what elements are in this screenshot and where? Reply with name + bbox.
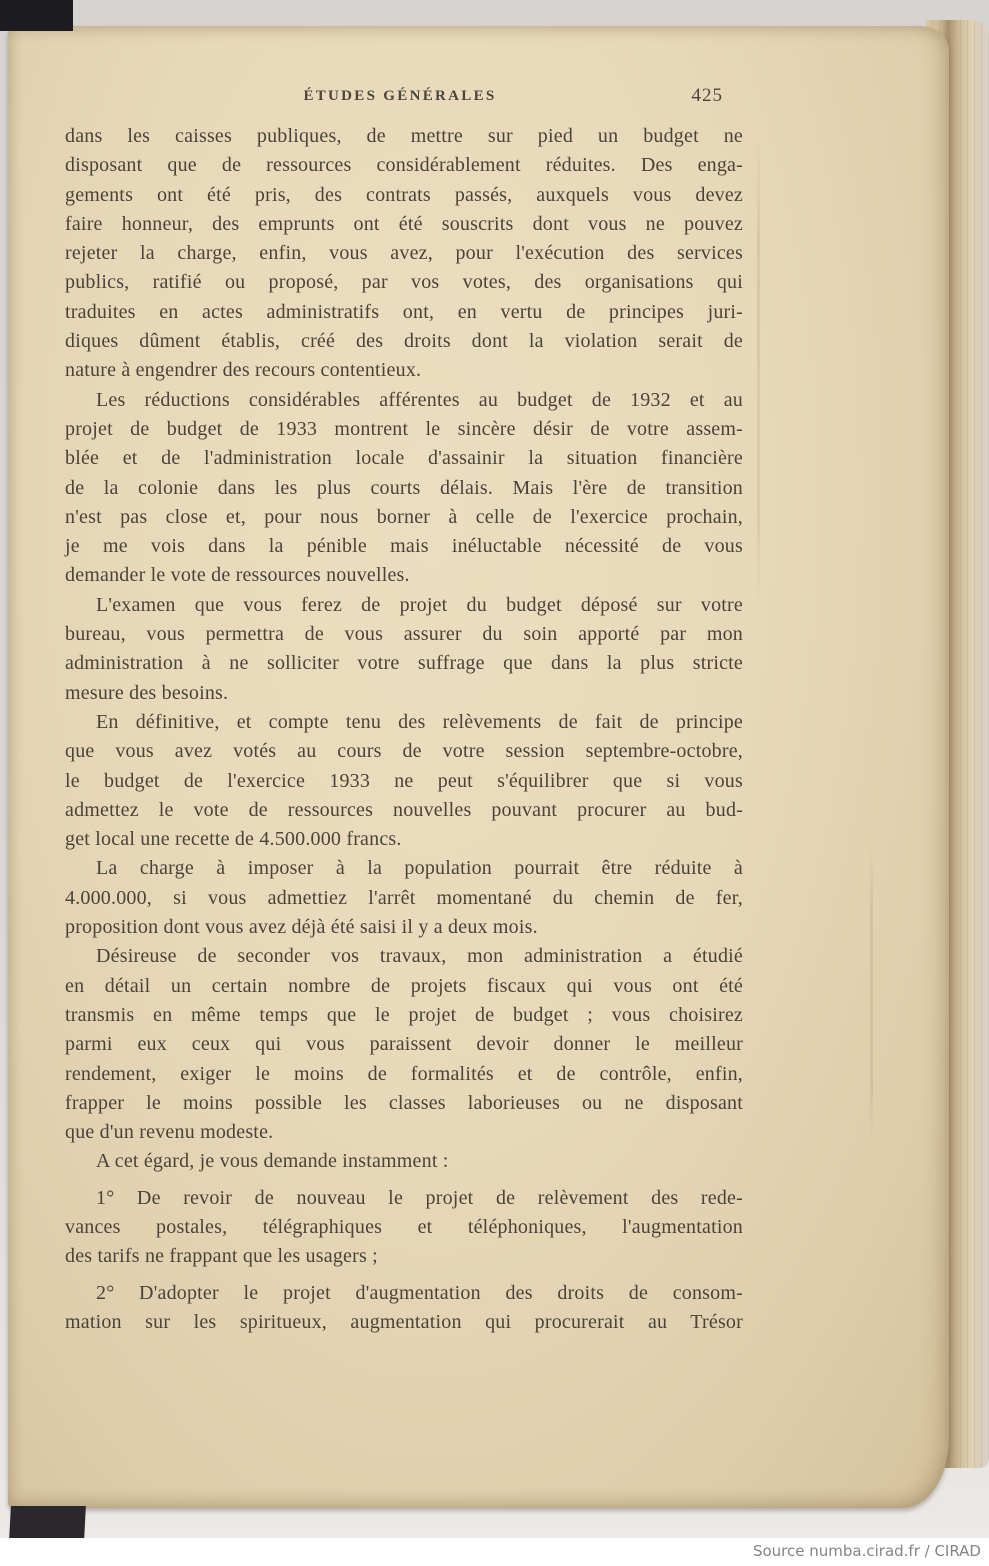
text-line: proposition dont vous avez déjà été saisi il y a deux mois. xyxy=(65,916,538,939)
paragraph xyxy=(65,708,743,854)
text-line: nature à engendrer des recours contentieux. xyxy=(65,359,422,382)
text-line: frapper le moins possible les classes laborieuses ou ne disposant xyxy=(65,1091,743,1114)
text-line: Les réductions considérables afférentes au budget de 1932 et au xyxy=(96,388,743,411)
text-line: 1° De revoir de nouveau le projet de relèvement des rede- xyxy=(96,1186,743,1209)
running-title: ÉTUDES GÉNÉRALES xyxy=(303,88,497,104)
text-line: que vous avez votés au cours de votre session septembre-octobre, xyxy=(65,740,743,763)
text-line: diques dûment établis, créé des droits dont la violation serait de xyxy=(65,330,743,353)
text-line: rendement, exiger le moins de formalités et de contrôle, enfin, xyxy=(65,1062,743,1085)
text-line: 2° D'adopter le projet d'augmentation des droits de consom- xyxy=(96,1281,743,1304)
paragraph xyxy=(65,122,743,386)
text-line: A cet égard, je vous demande instamment : xyxy=(96,1150,449,1173)
text-line: dans les caisses publiques, de mettre sur pied un budget ne xyxy=(65,125,743,147)
text-line: La charge à imposer à la population pourrait être réduite à xyxy=(96,857,743,880)
paragraph xyxy=(65,942,743,1147)
text-line: administration à ne solliciter votre suffrage que dans la plus stricte xyxy=(65,652,743,675)
book-edge-top-left xyxy=(0,0,73,31)
text-line: que d'un revenu modeste. xyxy=(65,1121,274,1144)
paragraph xyxy=(65,1147,743,1176)
text-line: 4.000.000, si vous admettiez l'arrêt momentané du chemin de fer, xyxy=(65,886,743,909)
text-line: vances postales, télégraphiques et téléphoniques, l'augmentation xyxy=(65,1215,743,1238)
paper-crease xyxy=(757,136,760,606)
text-line: bureau, vous permettra de vous assurer du soin apporté par mon xyxy=(65,623,743,646)
page-body xyxy=(65,122,743,1337)
text-line: L'examen que vous ferez de projet du budget déposé sur votre xyxy=(96,593,743,616)
paragraph xyxy=(65,386,743,591)
text-line: des tarifs ne frappant que les usagers ; xyxy=(65,1245,378,1268)
text-line: projet de budget de 1933 montrent le sincère désir de votre assem- xyxy=(65,417,743,440)
text-line: publics, ratifié ou proposé, par vos votes, des organisations qui xyxy=(65,271,743,294)
source-credit-text: Source numba.cirad.fr / CIRAD xyxy=(752,1542,981,1560)
text-line: admettez le vote de ressources nouvelles pouvant procurer au bud- xyxy=(65,798,743,821)
text-line: rejeter la charge, enfin, vous avez, pour l'exécution des services xyxy=(65,242,743,265)
text-line: mesure des besoins. xyxy=(65,681,229,704)
text-line: demander le vote de ressources nouvelles. xyxy=(65,564,410,587)
paper-crease xyxy=(870,846,873,1146)
paragraph xyxy=(65,591,743,708)
text-line: transmis en même temps que le projet de budget ; vous choisirez xyxy=(65,1003,743,1026)
text-line: parmi eux ceux qui vous paraissent devoir donner le meilleur xyxy=(65,1033,743,1056)
text-line: get local une recette de 4.500.000 francs. xyxy=(65,828,402,851)
paragraph xyxy=(65,854,743,942)
paragraph xyxy=(65,1279,743,1338)
text-line: de la colonie dans les plus courts délais. Mais l'ère de transition xyxy=(65,476,743,499)
text-line: faire honneur, des emprunts ont été souscrits dont vous ne pouvez xyxy=(65,212,743,235)
text-line: mation sur les spiritueux, augmentation qui procurerait au Trésor xyxy=(65,1310,743,1333)
page-header xyxy=(65,84,751,108)
text-line: Désireuse de seconder vos travaux, mon administration a étudié xyxy=(96,945,743,968)
text-line: blée et de l'administration locale d'assainir la situation financière xyxy=(65,447,743,470)
paragraph xyxy=(65,1184,743,1272)
text-line: je me vois dans la pénible mais inéluctable nécessité de vous xyxy=(65,535,743,558)
text-line: gements ont été pris, des contrats passés, auxquels vous devez xyxy=(65,183,743,206)
text-line: n'est pas close et, pour nous borner à celle de l'exercice prochain, xyxy=(65,505,743,528)
page-number: 425 xyxy=(691,85,723,106)
text-line: traduites en actes administratifs ont, en vertu de principes juri- xyxy=(65,300,743,323)
book-edge-bottom-left xyxy=(9,1506,86,1540)
text-line: le budget de l'exercice 1933 ne peut s'équilibrer que si vous xyxy=(65,769,743,792)
text-line: en détail un certain nombre de projets fiscaux qui vous ont été xyxy=(65,974,743,997)
text-line: disposant que de ressources considérablement réduites. Des enga- xyxy=(65,154,743,177)
book-page xyxy=(8,26,949,1508)
text-line: En définitive, et compte tenu des relèvements de fait de principe xyxy=(96,710,743,733)
source-credit-bar xyxy=(0,1538,989,1566)
